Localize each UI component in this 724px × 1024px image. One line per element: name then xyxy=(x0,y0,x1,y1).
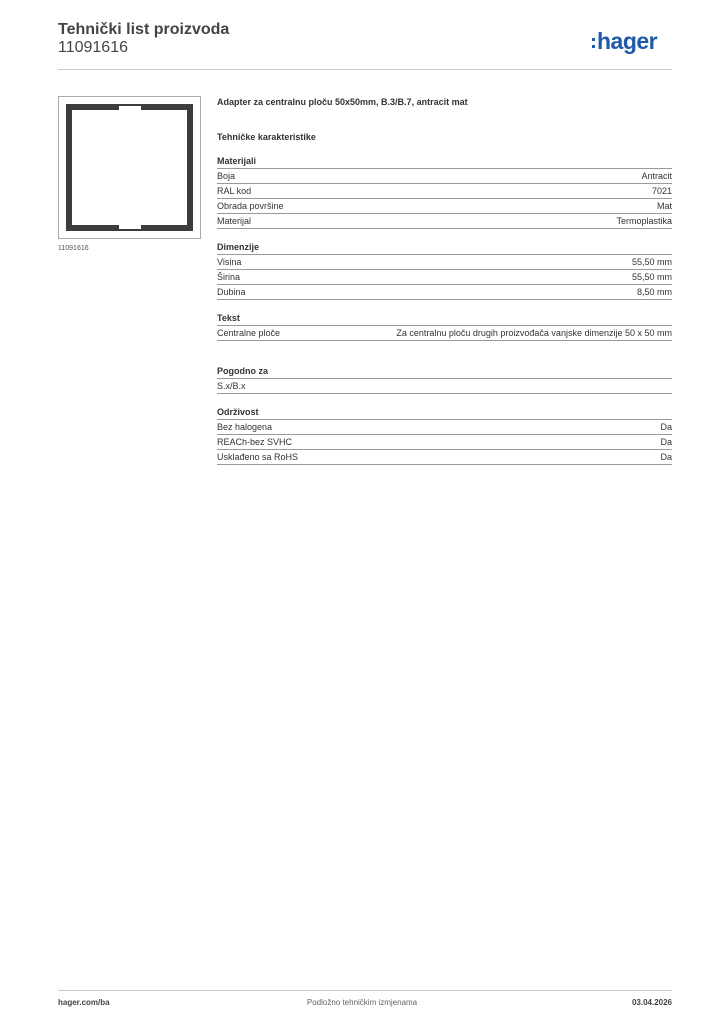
section-title: Dimenzije xyxy=(217,241,672,255)
spec-row xyxy=(217,270,672,285)
characteristics-title: Tehničke karakteristike xyxy=(217,132,316,142)
section-title: Tekst xyxy=(217,312,672,326)
section-pogodno-za xyxy=(217,365,672,394)
section-tekst xyxy=(217,312,672,341)
spec-value: Termoplastika xyxy=(616,216,672,226)
section-title: Održivost xyxy=(217,406,672,420)
spec-label: Visina xyxy=(217,257,242,267)
spec-row xyxy=(217,255,672,270)
spec-value: Mat xyxy=(656,201,672,211)
product-name: Adapter za centralnu ploču 50x50mm, B.3/B.7, antracit mat xyxy=(217,97,468,107)
section-odrzivost xyxy=(217,406,672,465)
section-title: Materijali xyxy=(217,155,672,169)
spec-value: Za centralnu ploču drugih proizvođača vanjske dimenzije 50 x 50 mm xyxy=(396,328,672,338)
spec-row xyxy=(217,169,672,184)
spec-content xyxy=(217,96,672,465)
spec-value: 55,50 mm xyxy=(631,272,672,282)
spec-row xyxy=(217,285,672,300)
spec-label: Boja xyxy=(217,171,236,181)
spec-row xyxy=(217,435,672,450)
spec-label: Bez halogena xyxy=(217,422,273,432)
header-divider xyxy=(58,69,672,70)
spec-value: Da xyxy=(660,437,672,447)
spec-row xyxy=(217,214,672,229)
spec-row xyxy=(217,326,672,341)
spec-label: Dubina xyxy=(217,287,246,297)
spec-row xyxy=(217,420,672,435)
page-title: Tehnički list proizvoda xyxy=(58,21,230,38)
spec-label: Obrada površine xyxy=(217,201,284,211)
spec-value: 55,50 mm xyxy=(631,257,672,267)
spec-label: Materijal xyxy=(217,216,252,226)
footer-note: Podložno tehničkim izmjenama xyxy=(306,998,418,1007)
spec-row xyxy=(217,184,672,199)
logo-dots-icon xyxy=(592,38,595,48)
footer-website: hager.com/ba xyxy=(58,998,110,1007)
spec-label: REACh-bez SVHC xyxy=(217,437,293,447)
product-image xyxy=(58,96,201,239)
spec-row xyxy=(217,199,672,214)
hager-logo xyxy=(592,27,657,55)
spec-row xyxy=(217,450,672,465)
spec-value: Da xyxy=(660,422,672,432)
spec-label: S.x/B.x xyxy=(217,381,246,391)
spec-value: Antracit xyxy=(641,171,672,181)
spec-label: Centralne ploče xyxy=(217,328,281,338)
image-caption: 11091616 xyxy=(58,245,89,252)
spec-label: Širina xyxy=(217,272,241,282)
section-dimenzije xyxy=(217,241,672,300)
section-materijali xyxy=(217,155,672,229)
spec-label: Usklađeno sa RoHS xyxy=(217,452,299,462)
footer-divider xyxy=(58,990,672,991)
spec-value: Da xyxy=(660,452,672,462)
spec-row xyxy=(217,379,672,394)
product-code: 11091616 xyxy=(58,39,128,56)
logo-text: hager xyxy=(597,27,658,54)
spec-value: 7021 xyxy=(651,186,672,196)
spec-value: 8,50 mm xyxy=(636,287,672,297)
section-title: Pogodno za xyxy=(217,365,672,379)
footer-date: 03.04.2026 xyxy=(631,998,672,1007)
square-frame-adapter-image xyxy=(59,97,200,238)
spec-label: RAL kod xyxy=(217,186,252,196)
